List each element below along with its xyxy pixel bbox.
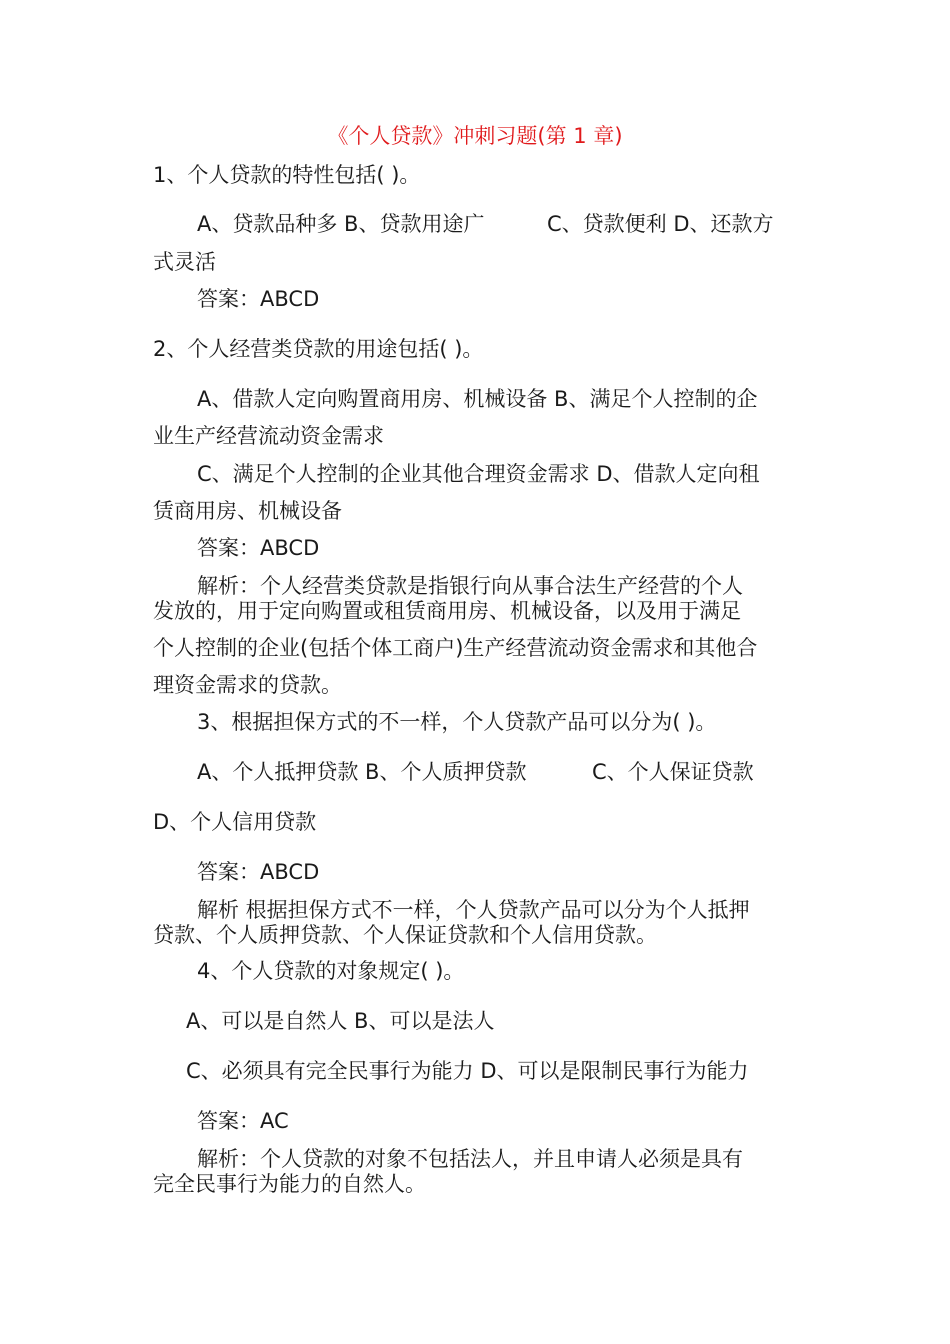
q3-answer: 答案：ABCD [197, 860, 320, 884]
q4-analysis-line2: 完全民事行为能力的自然人。 [153, 1172, 426, 1196]
q1-options-ab: A、贷款品种多 B、贷款用途广 [197, 212, 485, 236]
q3-analysis-line2: 贷款、个人质押贷款、个人保证贷款和个人信用贷款。 [153, 923, 657, 947]
q4-analysis-line1: 解析：个人贷款的对象不包括法人，并且申请人必须是具有 [197, 1147, 743, 1171]
q2-options-ab-line2: 业生产经营流动资金需求 [153, 424, 384, 448]
q2-options-cd-line2: 赁商用房、机械设备 [153, 499, 342, 523]
q1-options-cd: C、贷款便利 D、还款方 [547, 212, 774, 236]
q2-analysis-line2: 发放的，用于定向购置或租赁商用房、机械设备，以及用于满足 [153, 599, 741, 623]
q4-answer: 答案：AC [197, 1109, 289, 1133]
question-2: 2、个人经营类贷款的用途包括( )。 [153, 337, 484, 361]
q4-options-cd: C、必须具有完全民事行为能力 D、可以是限制民事行为能力 [186, 1059, 749, 1083]
question-4: 4、个人贷款的对象规定( )。 [197, 959, 465, 983]
question-3: 3、根据担保方式的不一样，个人贷款产品可以分为( )。 [197, 710, 717, 734]
page-title: 《个人贷款》冲刺习题(第 1 章) [327, 124, 623, 148]
q2-analysis-line3: 个人控制的企业(包括个体工商户)生产经营流动资金需求和其他合 [153, 636, 758, 660]
q3-analysis-line1: 解析 根据担保方式不一样，个人贷款产品可以分为个人抵押 [197, 898, 750, 922]
q2-answer: 答案：ABCD [197, 536, 320, 560]
q3-options-ab: A、个人抵押贷款 B、个人质押贷款 [197, 760, 527, 784]
q4-options-ab: A、可以是自然人 B、可以是法人 [186, 1009, 495, 1033]
q2-analysis-line4: 理资金需求的贷款。 [153, 673, 342, 697]
question-1: 1、个人贷款的特性包括( )。 [153, 163, 421, 187]
q2-options-cd-line1: C、满足个人控制的企业其他合理资金需求 D、借款人定向租 [197, 462, 760, 486]
q2-analysis-line1: 解析：个人经营类贷款是指银行向从事合法生产经营的个人 [197, 574, 743, 598]
q2-options-ab-line1: A、借款人定向购置商用房、机械设备 B、满足个人控制的企 [197, 387, 758, 411]
q1-answer: 答案：ABCD [197, 287, 320, 311]
q1-options-wrap: 式灵活 [153, 250, 216, 274]
q3-option-c: C、个人保证贷款 [592, 760, 754, 784]
q3-option-d: D、个人信用贷款 [153, 810, 317, 834]
